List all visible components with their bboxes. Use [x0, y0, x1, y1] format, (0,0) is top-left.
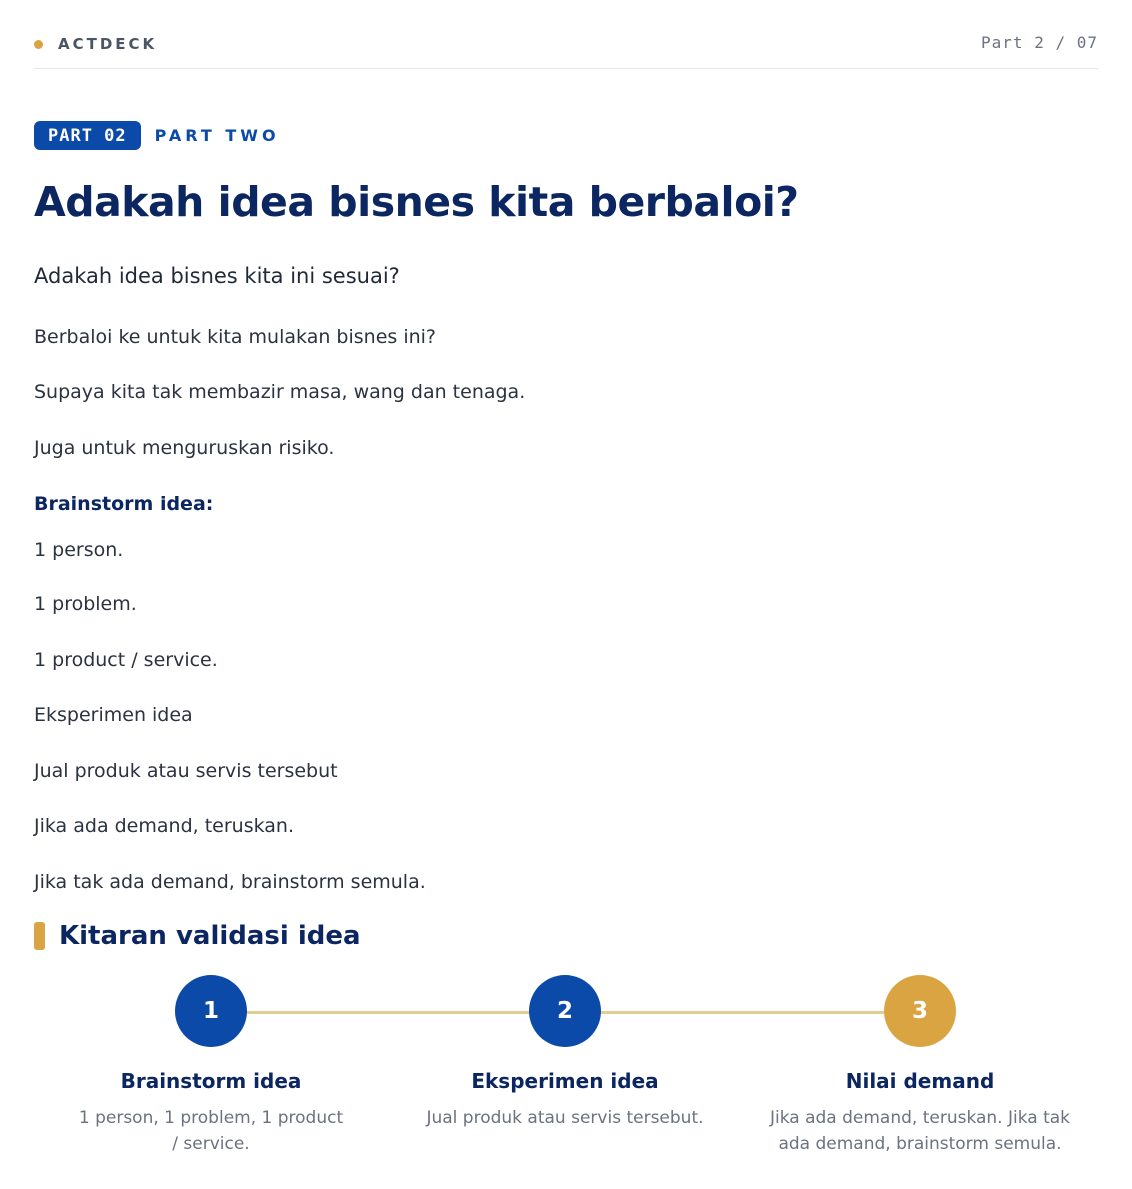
cycle-heading [34, 921, 361, 951]
cycle-heading-text: Kitaran validasi idea [59, 921, 361, 951]
step-number-circle: 3 [884, 975, 956, 1047]
part-label: PART TWO [154, 126, 280, 145]
step-description: Jika ada demand, teruskan. Jika tak ada demand, brainstorm semula. [769, 1108, 1071, 1154]
lead-text: Adakah idea bisnes kita ini sesuai? [34, 264, 400, 288]
page-counter: Part 2 / 07 [981, 33, 1098, 52]
cycle-step-1 [46, 975, 376, 1157]
paragraph: Berbaloi ke untuk kita mulakan bisnes ini? [34, 326, 437, 348]
brand-name: ACTDECK [58, 35, 158, 53]
brand [34, 35, 157, 53]
page-title: Adakah idea bisnes kita berbaloi? [34, 178, 799, 226]
list-item: 1 product / service. [34, 649, 218, 671]
part-row [34, 121, 280, 150]
cycle-step-2 [400, 975, 730, 1131]
top-bar [34, 0, 1098, 69]
paragraph: Supaya kita tak membazir masa, wang dan tenaga. [34, 381, 526, 403]
brainstorm-heading: Brainstorm idea: [34, 493, 214, 515]
list-item: Jual produk atau servis tersebut [34, 760, 338, 782]
step-description: 1 person, 1 problem, 1 product / service. [78, 1108, 344, 1154]
brand-dot-icon [34, 40, 43, 49]
cycle-accent-bar [34, 922, 45, 950]
part-badge: PART 02 [34, 121, 141, 150]
step-number-circle: 1 [175, 975, 247, 1047]
list-item: Eksperimen idea [34, 704, 193, 726]
step-title: Brainstorm idea [120, 1069, 302, 1093]
paragraph: Juga untuk menguruskan risiko. [34, 437, 335, 459]
slide-page [34, 0, 1098, 1154]
list-item: 1 problem. [34, 593, 137, 615]
step-title: Eksperimen idea [471, 1069, 659, 1093]
list-item: Jika tak ada demand, brainstorm semula. [34, 871, 426, 893]
list-item: Jika ada demand, teruskan. [34, 815, 294, 837]
cycle-step-3 [755, 975, 1085, 1157]
step-title: Nilai demand [845, 1069, 995, 1093]
step-description: Jual produk atau servis tersebut. [426, 1108, 704, 1128]
list-item: 1 person. [34, 539, 124, 561]
step-number-circle: 2 [529, 975, 601, 1047]
